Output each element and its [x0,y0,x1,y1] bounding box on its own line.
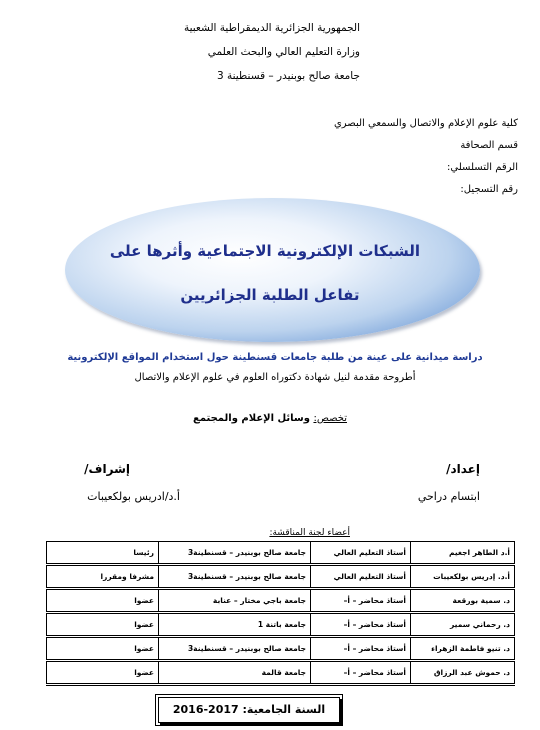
thesis-subtitle: دراسة ميدانية على عينة من طلبة جامعات قسنطينة حول استخدام المواقع الإلكترونية [67,352,483,363]
supervisor-name: أ.د/ادريس بولكعيبات [87,490,180,503]
member-name: د. سمية بورقعة [411,589,515,613]
member-role: عضوا [47,613,159,637]
member-role: عضوا [47,637,159,661]
member-role: مشرفا ومقررا [47,565,159,589]
member-rank: أستاذ محاضر – أ– [311,589,411,613]
specialization-value: وسائل الإعلام والمجتمع [192,413,314,424]
header-university: جامعة صالح بوبنيدر – قسنطينة 3 [216,70,360,82]
specialization-label: تخصص: [313,413,347,424]
member-institution: جامعة قالمة [159,661,311,685]
thesis-title-line1: الشبكات الإلكترونية الاجتماعية وأثرها على [109,242,420,260]
faculty-name: كلية علوم الإعلام والاتصال والسمعي البصري [333,118,518,129]
member-institution: جامعة باتنة 1 [159,613,311,637]
title-ellipse [65,198,480,342]
committee-row [47,661,515,685]
prepared-by-name: ابتسام دراحي [417,490,480,503]
member-rank: أستاذ التعليم العالي [311,542,411,565]
committee-row [47,613,515,637]
member-name: أ.د الطاهر اجغيم [411,542,515,565]
supervision-label: إشراف/ [84,462,130,476]
member-role: رئيسا [47,542,159,565]
header-republic: الجمهورية الجزائرية الديمقراطية الشعبية [183,22,360,34]
department-name: قسم الصحافة [460,140,518,151]
member-rank: أستاذ التعليم العالي [311,565,411,589]
member-rank: أستاذ محاضر – أ– [311,613,411,637]
committee-row [47,637,515,661]
member-institution: جامعة صالح بوبنيدر – قسنطينة3 [159,637,311,661]
member-rank: أستاذ محاضر – أ– [311,661,411,685]
academic-year-box [158,697,340,723]
prepared-by-label: إعداد/ [446,462,480,476]
member-name: د. رحماني سمير [411,613,515,637]
member-name: أ.د. إدريس بولكعيبات [411,565,515,589]
academic-year-value: 2016-2017 [172,703,239,716]
academic-year-label: السنة الجامعية: [242,703,326,716]
member-name: د. تنيو فاطمة الزهراء [411,637,515,661]
member-institution: جامعة صالح بوبنيدر – قسنطينة3 [159,542,311,565]
thesis-description: أطروحة مقدمة لنيل شهادة دكتوراه العلوم في علوم الإعلام والاتصال [134,372,416,383]
member-institution: جامعة باجي مختار – عنابة [159,589,311,613]
specialization [150,413,390,424]
member-role: عضوا [47,661,159,685]
committee-row [47,565,515,589]
header-ministry: وزارة التعليم العالي والبحث العلمي [207,46,360,58]
committee-row [47,589,515,613]
member-role: عضوا [47,589,159,613]
serial-number-label: الرقم التسلسلي: [447,162,518,173]
thesis-title-line2: تفاعل الطلبة الجزائريين [180,286,360,304]
committee-row [47,542,515,565]
member-rank: أستاذ محاضر – أ– [311,637,411,661]
member-institution: جامعة صالح بوبنيدر – قسنطينة3 [159,565,311,589]
member-name: د. حموش عبد الرزاق [411,661,515,685]
committee-table [46,541,515,686]
committee-title: أعضاء لجنة المناقشة: [269,528,350,538]
registration-number-label: رقم التسجيل: [460,184,518,195]
